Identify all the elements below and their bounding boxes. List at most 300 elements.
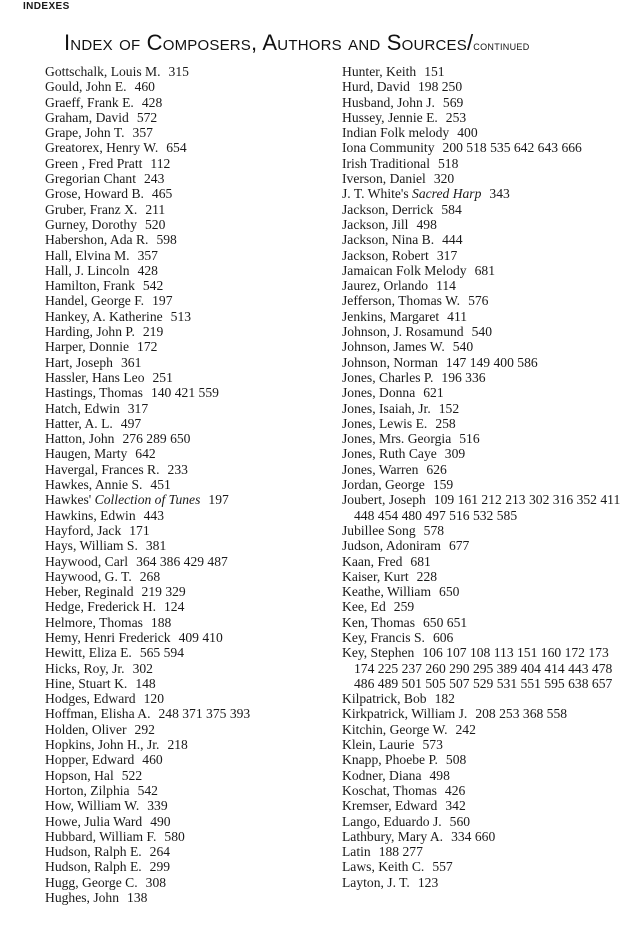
entry-name: Iona Community — [342, 140, 435, 156]
entry-page-numbers: 490 — [150, 813, 171, 829]
running-head: INDEXES — [23, 1, 70, 12]
entry-name: Hatton, John — [45, 431, 115, 447]
entry-name: Latin — [342, 844, 371, 860]
index-entry — [45, 95, 335, 110]
index-entry — [45, 676, 335, 691]
entry-name: Gruber, Franz X. — [45, 201, 138, 217]
entry-page-numbers: 606 — [432, 629, 454, 645]
index-entry — [45, 554, 335, 569]
index-entry — [342, 829, 632, 844]
index-entry — [45, 385, 335, 400]
entry-page-numbers: 172 — [137, 339, 158, 355]
index-entry — [45, 829, 335, 844]
entry-name: Harper, Donnie — [45, 339, 130, 355]
entry-page-numbers: 308 — [145, 874, 167, 890]
index-entry — [45, 263, 335, 278]
entry-page-numbers: 540 — [471, 324, 492, 340]
index-entry — [45, 783, 335, 798]
entry-page-numbers: 681 — [410, 553, 431, 569]
entry-page-numbers: 228 — [416, 568, 438, 584]
index-entry — [45, 615, 335, 630]
index-entry — [45, 202, 335, 217]
entry-page-numbers: 460 — [134, 79, 155, 95]
index-entry — [342, 140, 632, 155]
entry-page-numbers: 428 — [137, 262, 158, 278]
index-entry — [45, 844, 335, 859]
entry-name: Graham, David — [45, 109, 129, 125]
index-entry — [342, 875, 632, 890]
index-entry — [342, 599, 632, 614]
entry-page-numbers: 516 — [459, 431, 480, 447]
entry-name: Kee, Ed — [342, 599, 386, 615]
entry-name: Klein, Laurie — [342, 737, 415, 753]
entry-page-numbers: 361 — [120, 354, 142, 370]
entry-page-numbers: 317 — [127, 400, 149, 416]
index-entry — [342, 752, 632, 767]
entry-name: Hurd, David — [342, 79, 410, 95]
entry-name: Jenkins, Margaret — [342, 308, 440, 324]
index-entry — [342, 217, 632, 232]
entry-page-numbers: 188 — [150, 614, 172, 630]
index-entry — [342, 737, 632, 752]
index-entry — [45, 523, 335, 538]
entry-page-numbers: 334 660 — [451, 828, 496, 844]
index-entry — [45, 156, 335, 171]
index-entry — [342, 492, 632, 523]
index-entry — [45, 278, 335, 293]
entry-name: Jackson, Jill — [342, 216, 409, 232]
index-entry — [45, 171, 335, 186]
entry-name: Hopkins, John H., Jr. — [45, 737, 160, 753]
index-entry — [342, 339, 632, 354]
index-entry — [45, 737, 335, 752]
entry-page-numbers: 219 329 — [141, 584, 186, 600]
index-entry — [45, 324, 335, 339]
entry-name: Habershon, Ada R. — [45, 232, 149, 248]
entry-page-numbers: 497 — [120, 415, 142, 431]
entry-name: Hewitt, Eliza E. — [45, 645, 132, 661]
entry-page-numbers: 580 — [164, 828, 185, 844]
entry-page-numbers: 259 — [393, 599, 415, 615]
entry-page-numbers: 565 594 — [139, 645, 185, 661]
entry-name: Hussey, Jennie E. — [342, 109, 438, 125]
entry-name: Hall, Elvina M. — [45, 247, 130, 263]
entry-name: Koschat, Thomas — [342, 782, 437, 798]
entry-page-numbers: 465 — [151, 186, 173, 202]
index-entry — [342, 79, 632, 94]
entry-page-numbers: 211 — [145, 201, 166, 217]
entry-name: Johnson, Norman — [342, 354, 438, 370]
entry-name: Ken, Thomas — [342, 614, 415, 630]
index-entry — [45, 248, 335, 263]
entry-page-numbers: 188 277 — [378, 844, 423, 860]
entry-page-numbers: 400 — [457, 125, 478, 141]
index-entry — [342, 309, 632, 324]
entry-page-numbers: 357 — [132, 125, 153, 141]
entry-name: Hatter, A. L. — [45, 415, 113, 431]
entry-page-numbers: 299 — [149, 859, 171, 875]
entry-name: Hopson, Hal — [45, 767, 114, 783]
entry-name: Iverson, Daniel — [342, 171, 426, 187]
entry-name: Knapp, Phoebe P. — [342, 752, 438, 768]
entry-page-numbers: 542 — [137, 782, 158, 798]
entry-page-numbers: 451 — [150, 477, 171, 493]
index-entry — [342, 844, 632, 859]
entry-name: Laws, Keith C. — [342, 859, 425, 875]
entry-name: Hoffman, Elisha A. — [45, 706, 151, 722]
index-entry — [45, 722, 335, 737]
entry-name: Jones, Donna — [342, 385, 416, 401]
index-entry — [45, 630, 335, 645]
index-entry — [342, 64, 632, 79]
entry-name: Jordan, George — [342, 477, 425, 493]
index-entry — [342, 569, 632, 584]
entry-page-numbers: 681 — [474, 262, 495, 278]
entry-page-numbers: 560 — [449, 813, 471, 829]
entry-page-numbers: 253 — [445, 109, 467, 125]
entry-name: Kilpatrick, Bob — [342, 691, 427, 707]
entry-page-numbers: 642 — [135, 446, 156, 462]
entry-page-numbers: 513 — [170, 308, 192, 324]
index-entry — [342, 95, 632, 110]
index-entry — [342, 232, 632, 247]
entry-page-numbers: 159 — [432, 477, 454, 493]
index-entry — [45, 64, 335, 79]
entry-page-numbers: 219 — [142, 324, 164, 340]
entry-name: Gottschalk, Louis M. — [45, 64, 161, 79]
index-entry — [342, 783, 632, 798]
entry-page-numbers: 584 — [441, 201, 462, 217]
entry-page-numbers: 152 — [438, 400, 460, 416]
index-entry — [342, 814, 632, 829]
entry-page-numbers: 428 — [141, 94, 163, 110]
entry-page-numbers: 276 289 650 — [122, 431, 191, 447]
entry-page-numbers: 650 651 — [423, 614, 468, 630]
index-entry — [45, 446, 335, 461]
page-title — [64, 30, 624, 59]
index-entry — [342, 293, 632, 308]
entry-page-numbers: 120 — [143, 691, 164, 707]
entry-name: Jones, Mrs. Georgia — [342, 431, 452, 447]
entry-name: Jones, Lewis E. — [342, 415, 428, 431]
entry-page-numbers: 268 — [139, 568, 161, 584]
entry-name: Kaiser, Kurt — [342, 568, 409, 584]
entry-page-numbers: 411 — [447, 308, 468, 324]
entry-page-numbers: 124 — [163, 599, 185, 615]
entry-name: Key, Francis S. — [342, 629, 425, 645]
index-entry — [342, 584, 632, 599]
index-entry — [45, 508, 335, 523]
entry-name: Hodges, Edward — [45, 691, 136, 707]
entry-name: Hubbard, William F. — [45, 828, 157, 844]
index-entry — [342, 370, 632, 385]
index-entry — [45, 217, 335, 232]
index-entry — [342, 324, 632, 339]
index-entry — [342, 630, 632, 645]
entry-page-numbers: 444 — [442, 232, 463, 248]
entry-page-numbers: 197 — [152, 293, 173, 309]
index-entry — [45, 584, 335, 599]
entry-name: Kirkpatrick, William J. — [342, 706, 468, 722]
index-entry — [45, 768, 335, 783]
index-entry — [342, 263, 632, 278]
entry-name: Hart, Joseph — [45, 354, 113, 370]
entry-page-numbers: 208 253 368 558 — [475, 706, 568, 722]
entry-name: Joubert, Joseph — [342, 492, 426, 508]
entry-name: J. T. White's — [342, 186, 409, 202]
entry-page-numbers: 264 — [149, 844, 171, 860]
entry-page-numbers: 460 — [142, 752, 163, 768]
index-column-left — [45, 64, 335, 905]
index-entry — [45, 890, 335, 905]
entry-name: Jones, Charles P. — [342, 369, 434, 385]
entry-page-numbers: 320 — [433, 171, 455, 187]
entry-name: Hudson, Ralph E. — [45, 844, 142, 860]
entry-page-numbers: 251 — [152, 369, 173, 385]
entry-page-numbers: 197 — [208, 492, 229, 508]
entry-page-numbers: 342 — [445, 798, 466, 814]
entry-page-numbers: 315 — [168, 64, 189, 79]
entry-page-numbers: 123 — [417, 874, 439, 890]
entry-name: Hicks, Roy, Jr. — [45, 660, 125, 676]
entry-page-numbers: 196 336 — [441, 369, 486, 385]
entry-name: Hughes, John — [45, 890, 120, 906]
entry-name: Hopper, Edward — [45, 752, 135, 768]
entry-page-numbers: 302 — [132, 660, 153, 676]
index-entry — [45, 661, 335, 676]
index-entry — [342, 416, 632, 431]
index-entry — [45, 339, 335, 354]
entry-page-numbers: 540 — [452, 339, 474, 355]
index-entry — [342, 385, 632, 400]
index-entry — [45, 431, 335, 446]
entry-name: Hawkins, Edwin — [45, 507, 136, 523]
index-entry — [45, 569, 335, 584]
entry-name: Jackson, Robert — [342, 247, 429, 263]
index-entry — [342, 523, 632, 538]
index-column-right — [342, 64, 632, 890]
index-entry — [45, 752, 335, 767]
entry-page-numbers: 569 — [442, 94, 464, 110]
index-entry — [45, 79, 335, 94]
index-entry — [342, 645, 632, 691]
entry-page-numbers: 518 — [438, 155, 459, 171]
entry-name: Haywood, Carl — [45, 553, 129, 569]
index-entry — [45, 309, 335, 324]
entry-page-numbers: 573 — [422, 737, 443, 753]
entry-name: Irish Traditional — [342, 155, 430, 171]
entry-name: Kitchin, George W. — [342, 721, 448, 737]
index-entry — [342, 477, 632, 492]
entry-name: Gregorian Chant — [45, 171, 136, 187]
entry-name: Lathbury, Mary A. — [342, 828, 444, 844]
entry-page-numbers: 106 107 108 113 151 160 172 173 174 225 237 260 290 295 389 404 414 443 478 486 489 501 505 507 529 531 551 595 638 657 — [354, 645, 613, 691]
index-entry — [342, 615, 632, 630]
entry-name: Grose, Howard B. — [45, 186, 144, 202]
entry-name: How, William W. — [45, 798, 140, 814]
entry-name: Haugen, Marty — [45, 446, 128, 462]
entry-name: Jones, Ruth Caye — [342, 446, 437, 462]
entry-name: Hawkes, Annie S. — [45, 477, 143, 493]
index-entry — [45, 691, 335, 706]
entry-name: Handel, George F. — [45, 293, 145, 309]
entry-name: Hugg, George C. — [45, 874, 138, 890]
entry-name: Husband, John J. — [342, 94, 435, 110]
index-entry — [342, 156, 632, 171]
index-entry — [45, 814, 335, 829]
index-entry — [45, 110, 335, 125]
page-title-continued: continued — [473, 38, 530, 53]
index-entry — [45, 492, 335, 507]
index-entry — [342, 859, 632, 874]
entry-name: Gould, John E. — [45, 79, 127, 95]
entry-page-numbers: 198 250 — [417, 79, 463, 95]
entry-name: Grape, John T. — [45, 125, 125, 141]
entry-name: Hedge, Frederick H. — [45, 599, 156, 615]
entry-name: Howe, Julia Ward — [45, 813, 143, 829]
entry-name: Lango, Eduardo J. — [342, 813, 442, 829]
entry-page-numbers: 248 371 375 393 — [158, 706, 251, 722]
index-entry — [45, 370, 335, 385]
index-entry — [342, 798, 632, 813]
entry-page-numbers: 114 — [436, 278, 456, 294]
entry-name: Key, Stephen — [342, 645, 415, 661]
entry-page-numbers: 572 — [136, 109, 158, 125]
entry-page-numbers: 576 — [468, 293, 489, 309]
entry-page-numbers: 182 — [434, 691, 455, 707]
entry-name: Jefferson, Thomas W. — [342, 293, 461, 309]
entry-page-numbers: 171 — [129, 522, 150, 538]
index-entry — [45, 477, 335, 492]
index-entry — [45, 186, 335, 201]
entry-name: Hatch, Edwin — [45, 400, 120, 416]
index-entry — [45, 859, 335, 874]
entry-page-numbers: 542 — [142, 278, 164, 294]
index-entry — [45, 645, 335, 660]
index-entry — [45, 875, 335, 890]
entry-page-numbers: 498 — [429, 767, 450, 783]
entry-page-numbers: 151 — [424, 64, 445, 79]
entry-page-numbers: 112 — [150, 155, 171, 171]
entry-name: Hays, William S. — [45, 538, 138, 554]
entry-page-numbers: 426 — [444, 782, 466, 798]
entry-page-numbers: 654 — [166, 140, 187, 156]
entry-name: Gurney, Dorothy — [45, 216, 137, 232]
entry-page-numbers: 147 149 400 586 — [445, 354, 538, 370]
entry-name: Hall, J. Lincoln — [45, 262, 130, 278]
entry-name: Harding, John P. — [45, 324, 135, 340]
index-entry — [342, 186, 632, 201]
index-entry — [342, 202, 632, 217]
entry-name: Layton, J. T. — [342, 874, 410, 890]
index-entry — [342, 691, 632, 706]
index-entry — [342, 125, 632, 140]
entry-name: Havergal, Frances R. — [45, 461, 160, 477]
entry-page-numbers: 109 161 212 213 302 316 352 411 448 454 480 497 516 532 585 — [354, 492, 621, 523]
entry-page-numbers: 218 — [167, 737, 188, 753]
entry-page-numbers: 409 410 — [178, 629, 223, 645]
entry-name: Jaurez, Orlando — [342, 278, 429, 294]
entry-page-numbers: 498 — [416, 216, 437, 232]
entry-name: Johnson, James W. — [342, 339, 445, 355]
entry-name: Hayford, Jack — [45, 522, 122, 538]
entry-name: Indian Folk melody — [342, 125, 450, 141]
index-entry — [45, 798, 335, 813]
entry-name: Keathe, William — [342, 584, 432, 600]
index-entry — [45, 140, 335, 155]
entry-page-numbers: 522 — [121, 767, 143, 783]
index-entry — [342, 554, 632, 569]
entry-name: Horton, Zilphia — [45, 782, 130, 798]
page-title-main: Index of Composers, Authors and Sources/ — [64, 30, 474, 55]
index-entry — [342, 278, 632, 293]
entry-name: Greatorex, Henry W. — [45, 140, 159, 156]
entry-page-numbers: 578 — [423, 522, 445, 538]
entry-name: Kaan, Fred — [342, 553, 403, 569]
entry-name: Helmore, Thomas — [45, 614, 143, 630]
index-entry — [342, 401, 632, 416]
entry-name: Hemy, Henri Frederick — [45, 629, 171, 645]
entry-page-numbers: 339 — [147, 798, 168, 814]
entry-page-numbers: 148 — [135, 675, 156, 691]
index-entry — [45, 401, 335, 416]
entry-name: Hankey, A. Katherine — [45, 308, 163, 324]
entry-page-numbers: 292 — [134, 721, 155, 737]
entry-page-numbers: 138 — [127, 890, 148, 906]
index-entry — [342, 248, 632, 263]
entry-page-numbers: 343 — [489, 186, 510, 202]
index-entry — [45, 538, 335, 553]
entry-name: Jackson, Derrick — [342, 201, 434, 217]
entry-page-numbers: 200 518 535 642 643 666 — [442, 140, 582, 156]
index-entry — [342, 431, 632, 446]
entry-page-numbers: 317 — [436, 247, 458, 263]
entry-name: Holden, Oliver — [45, 721, 127, 737]
entry-name: Jamaican Folk Melody — [342, 262, 467, 278]
entry-name: Haywood, G. T. — [45, 568, 132, 584]
index-entry — [342, 722, 632, 737]
index-entry — [342, 446, 632, 461]
index-entry — [342, 706, 632, 721]
entry-name: Hudson, Ralph E. — [45, 859, 142, 875]
entry-page-numbers: 233 — [167, 461, 188, 477]
entry-name: Jackson, Nina B. — [342, 232, 435, 248]
entry-page-numbers: 677 — [448, 538, 470, 554]
index-entry — [45, 599, 335, 614]
entry-page-numbers: 243 — [143, 171, 165, 187]
entry-name: Jones, Warren — [342, 461, 419, 477]
index-entry — [342, 355, 632, 370]
entry-page-numbers: 443 — [143, 507, 165, 523]
entry-page-numbers: 242 — [455, 721, 476, 737]
entry-page-numbers: 508 — [445, 752, 467, 768]
entry-name: Jubillee Song — [342, 522, 416, 538]
entry-page-numbers: 650 — [439, 584, 460, 600]
entry-name: Green , Fred Pratt — [45, 155, 143, 171]
index-entry — [45, 462, 335, 477]
entry-name: Johnson, J. Rosamund — [342, 324, 464, 340]
index-entry — [342, 110, 632, 125]
index-entry — [45, 293, 335, 308]
entry-page-numbers: 626 — [426, 461, 447, 477]
entry-name: Jones, Isaiah, Jr. — [342, 400, 431, 416]
entry-name: Hunter, Keith — [342, 64, 417, 79]
entry-name: Graeff, Frank E. — [45, 94, 134, 110]
entry-name: Judson, Adoniram — [342, 538, 441, 554]
index-entry — [342, 171, 632, 186]
entry-page-numbers: 598 — [156, 232, 177, 248]
entry-page-numbers: 381 — [145, 538, 167, 554]
